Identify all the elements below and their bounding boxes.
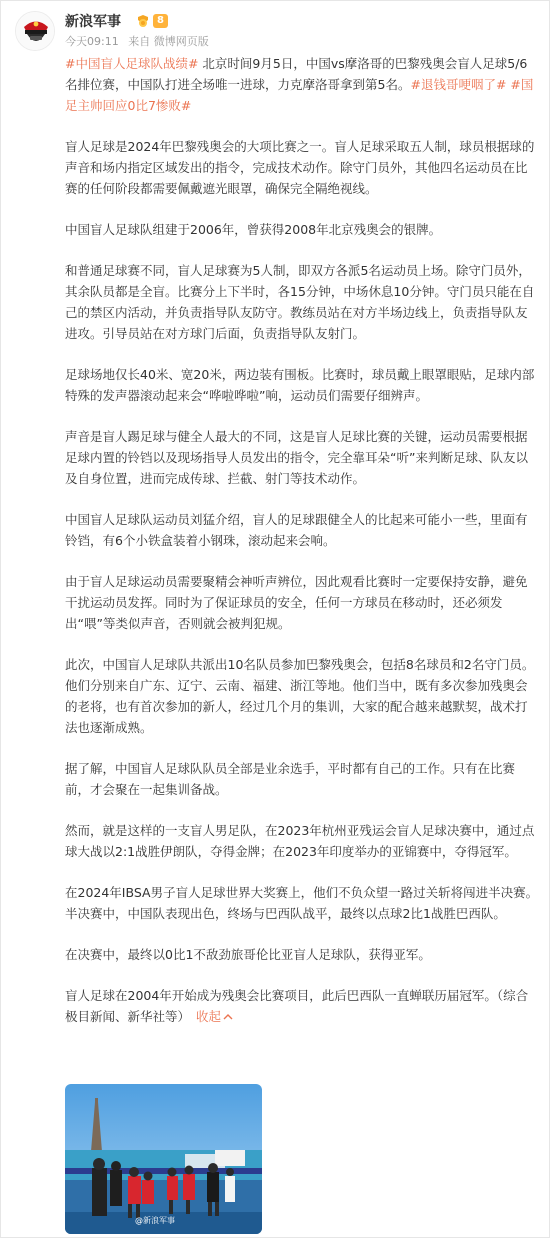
post-paragraph: 盲人足球是2024年巴黎残奥会的大项比赛之一。盲人足球采取五人制，球员根据球的声音和场内指定区域发出的指令，完成技术动作。除守门员外，其他四名运动员在比赛的任何阶段都需要佩戴遮光眼罩，确保完全隔绝视线。 bbox=[65, 139, 535, 196]
post-paragraph: 声音是盲人踢足球与健全人最大的不同，这是盲人足球比赛的关键，运动员需要根据足球内置的铃铛以及现场指导人员发出的指令，完全靠耳朵“听”来判断足球、队友以及自身位置，进而完成传球、拦截、射门等技术动作。 bbox=[65, 429, 528, 486]
chevron-up-icon bbox=[223, 1013, 233, 1021]
post-paragraph: 由于盲人足球运动员需要聚精会神听声辨位，因此观看比赛时一定要保持安静，避免干扰运动员发挥。同时为了保证球员的安全，任何一方球员在移动时，还必须发出“喂”等类似声音，否则就会被判犯规。 bbox=[65, 574, 528, 631]
post-paragraph: 中国盲人足球队运动员刘猛介绍，盲人的足球跟健全人的比起来可能小一些，里面有铃铛，有6个小铁盒装着小钢珠，滚动起来会响。 bbox=[65, 512, 528, 548]
avatar-icon bbox=[16, 12, 55, 51]
post-paragraph: 此次，中国盲人足球队共派出10名队员参加巴黎残奥会，包括8名球员和2名守门员。他们分别来自广东、辽宁、云南、福建、浙江等地。他们当中，既有多次参加残奥会的老将，也有首次参加的新人，经过几个月的集训，大家的配合越来越默契，战术打法也逐渐成熟。 bbox=[65, 657, 535, 735]
post-paragraph: 然而，就是这样的一支盲人男足队，在2023年杭州亚残运会盲人足球决赛中，通过点球大战以2:1战胜伊朗队，夺得金牌；在2023年印度举办的亚锦赛中，夺得冠军。 bbox=[65, 823, 535, 859]
topic-tag-2[interactable]: #退钱哥哽咽了# bbox=[410, 77, 507, 92]
topic-tag-3[interactable]: #国足主帅回应0比7惨败# bbox=[65, 77, 534, 113]
post-paragraph: 据了解，中国盲人足球队队员全部是业余选手，平时都有自己的工作。只有在比赛前，才会聚在一起集训备战。 bbox=[65, 761, 516, 797]
post-image[interactable] bbox=[65, 1084, 262, 1234]
post-paragraph-last bbox=[65, 985, 539, 1027]
intro-text: 北京时间9月5日，中国vs摩洛哥的巴黎残奥会盲人足球5/6名排位赛，中国队打进全场唯一进球，力克摩洛哥拿到第5名。 bbox=[65, 56, 528, 92]
topic-tag-1[interactable]: #中国盲人足球队战绩# bbox=[65, 56, 199, 71]
gold-medal-icon[interactable] bbox=[136, 14, 150, 28]
post-paragraph: 中国盲人足球队组建于2006年，曾获得2008年北京残奥会的银牌。 bbox=[65, 222, 442, 237]
post-content bbox=[65, 53, 539, 1047]
username[interactable]: 新浪军事 bbox=[65, 14, 121, 30]
user-badges bbox=[136, 14, 168, 28]
post-time[interactable]: 今天09:11 bbox=[65, 35, 119, 48]
vip-level-badge[interactable]: 8 bbox=[153, 14, 168, 28]
collapse-label: 收起 bbox=[196, 1009, 222, 1024]
collapse-button[interactable] bbox=[196, 1009, 233, 1024]
post-paragraph: 在2024年IBSA男子盲人足球世界大奖赛上，他们不负众望一路过关斩将闯进半决赛。半决赛中，中国队表现出色，终场与巴西队战平，最终以点球2比1战胜巴西队。 bbox=[65, 885, 539, 921]
post-paragraph: 和普通足球赛不同，盲人足球赛为5人制，即双方各派5名运动员上场。除守门员外，其余队员都是全盲。比赛分上下半时，各15分钟，中场休息10分钟。守门员只能在自己的禁区内活动，并负责指导队友防守。教练员站在对方半场边线上，负责指导队友进攻。引导员站在对方球门后面，负责指导队友射门。 bbox=[65, 263, 535, 341]
post-paragraph: 足球场地仅长40米、宽20米，两边装有围板。比赛时，球员戴上眼罩眼贴，足球内部特殊的发声器滚动起来会“哗啦哗啦”响，运动员们需要仔细辨声。 bbox=[65, 367, 535, 403]
avatar[interactable] bbox=[15, 11, 55, 51]
post-paragraph-intro bbox=[65, 53, 539, 116]
post-header bbox=[15, 11, 535, 51]
football-match-photo bbox=[65, 1084, 262, 1234]
image-watermark: @新浪军事 bbox=[135, 1216, 175, 1225]
last-paragraph-text: 盲人足球在2004年开始成为残奥会比赛项目，此后巴西队一直蝉联历届冠军。（综合极目新闻、新华社等） bbox=[65, 988, 529, 1024]
post-meta bbox=[65, 35, 215, 49]
post-source: 来自 微博网页版 bbox=[128, 35, 209, 48]
post-paragraph: 在决赛中，最终以0比1不敌劲旅哥伦比亚盲人足球队，获得亚军。 bbox=[65, 947, 431, 962]
